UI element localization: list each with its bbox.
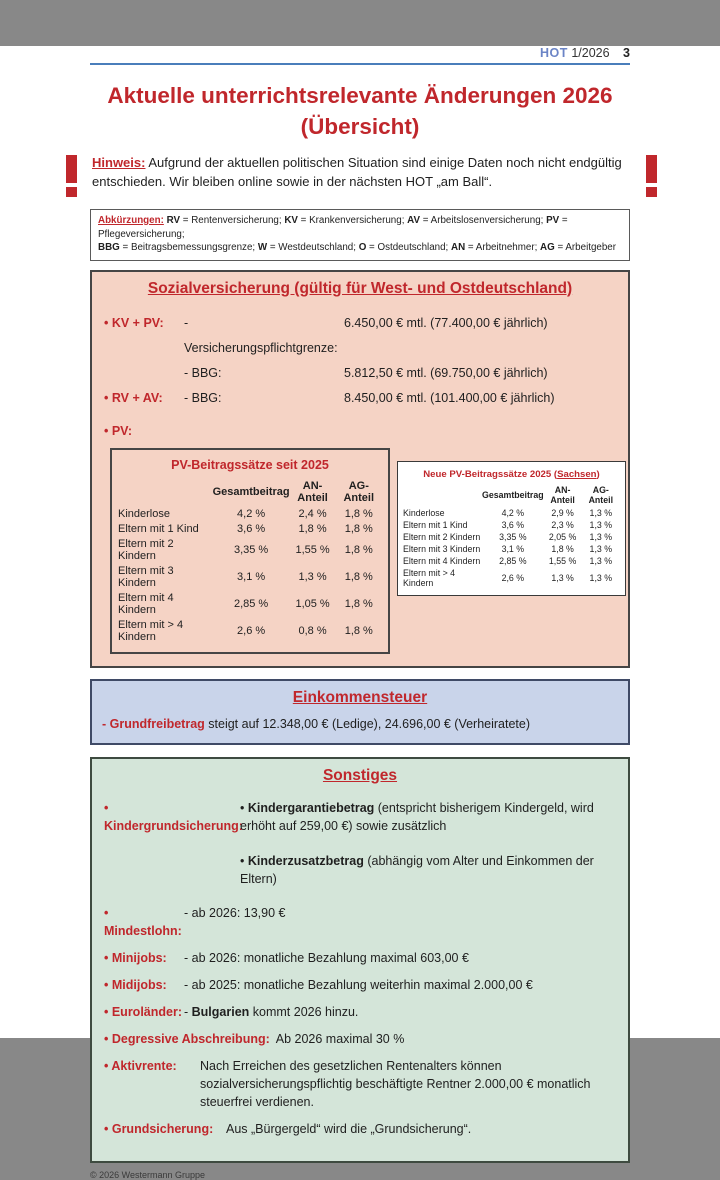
hinweis-text: Hinweis: Aufgrund der aktuellen politischen Situation sind einige Daten noch nicht endgültig entschieden. Wir bleiben online sowie in der nächsten HOT „am Ball“. — [92, 155, 622, 189]
sonstiges-item-kindergrundsicherung — [104, 799, 616, 888]
row-label: Kinderlose — [118, 508, 170, 520]
item-label: • Euroländer: — [104, 1004, 182, 1019]
table-row — [118, 618, 382, 645]
item-label: • Kindergrundsicherung: — [104, 800, 243, 833]
row-value: 1,8 % — [344, 571, 373, 583]
page-title-line2: (Übersicht) — [300, 114, 420, 139]
row-value: 1,8 % — [344, 625, 373, 637]
footer-copyright: © 2026 Westermann Gruppe — [90, 1169, 206, 1180]
row-label: Eltern mit 4 Kindern — [118, 592, 174, 616]
table-header-row — [403, 485, 620, 507]
table-row — [403, 555, 620, 567]
row-label: Eltern mit 3 Kindern — [403, 543, 481, 554]
pv-table-title: PV-Beitragssätze seit 2025 — [171, 457, 329, 472]
row-value: 1,8 % — [344, 598, 373, 610]
row-value: 3,6 % — [501, 519, 525, 530]
item-label: • Grundsicherung: — [104, 1121, 214, 1136]
row-value: 1,05 % — [295, 598, 330, 610]
sonstiges-item-midijobs — [104, 976, 616, 994]
row-value: 1,3 % — [551, 572, 574, 583]
sonstiges-item-minijobs — [104, 949, 616, 967]
row-label: Kinderlose — [403, 507, 445, 518]
row-value: 4,2 % — [237, 508, 266, 520]
table-row — [118, 522, 382, 537]
row-label: Eltern mit 3 Kindern — [118, 565, 174, 589]
row-value: 2,85 % — [499, 555, 527, 566]
row-value: 3,35 % — [233, 544, 269, 556]
page-title-line1: Aktuelle unterrichtsrelevante Änderungen 2026 — [107, 83, 613, 108]
table-row — [118, 564, 382, 591]
einkommensteuer-box — [90, 679, 630, 745]
item-content: - ab 2026: monatliche Bezahlung maximal 603,00 € — [184, 950, 469, 965]
table-row — [118, 537, 382, 564]
row-value: 1,3 % — [589, 507, 613, 518]
row-value: 2,9 % — [551, 507, 574, 518]
column-header — [403, 485, 482, 507]
kindergarantiebetrag-line: • Kindergarantiebetrag (entspricht bisherigem Kindergeld, wird erhöht auf 259,00 €) sowie zusätzlich — [240, 800, 594, 833]
abbreviations-line1: Abkürzungen: RV = Rentenversicherung; KV = Krankenversicherung; AV = Arbeitslosenversicherung; PV = Pflegeversicherung; — [98, 215, 568, 240]
row-sublabel: - Versicherungspflichtgrenze: — [184, 315, 338, 355]
row-value: 1,3 % — [589, 543, 613, 554]
sonstiges-item-grundsicherung — [104, 1120, 616, 1138]
table-row — [403, 531, 620, 543]
row-label: • PV: — [104, 423, 132, 438]
row-value: 2,4 % — [298, 508, 327, 520]
table-row — [403, 543, 620, 555]
sonstiges-item-mindestlohn — [104, 904, 616, 940]
row-value: 2,6 % — [237, 625, 266, 637]
pv-table-sachsen — [397, 461, 626, 596]
column-header: Gesamtbeitrag — [482, 489, 544, 500]
item-content: - ab 2026: 13,90 € — [184, 905, 286, 920]
page-number: 3 — [623, 46, 630, 60]
page-header — [90, 46, 630, 65]
item-label: • Aktivrente: — [104, 1058, 177, 1073]
row-label: Eltern mit 2 Kindern — [118, 538, 174, 562]
table-header-row — [118, 479, 382, 507]
magazine-brand: HOT — [539, 46, 568, 60]
row-value: 1,55 % — [295, 544, 330, 556]
row-value: 6.450,00 € mtl. (77.400,00 € jährlich) — [344, 315, 548, 330]
row-label: Eltern mit 4 Kindern — [403, 555, 481, 566]
row-value: 1,8 % — [344, 508, 373, 520]
table-row — [118, 591, 382, 618]
row-value: 2,6 % — [501, 572, 525, 583]
row-label: Eltern mit 1 Kind — [403, 519, 468, 530]
row-value: 4,2 % — [501, 507, 525, 518]
page-title — [0, 80, 720, 142]
sonstiges-box — [90, 757, 630, 1163]
sonstiges-item-eurolaender — [104, 1003, 616, 1021]
sozialversicherung-box — [90, 270, 630, 668]
column-header: AN-Anteil — [297, 479, 328, 504]
item-label: • Mindestlohn: — [104, 905, 182, 938]
row-label: Eltern mit > 4 Kindern — [403, 567, 456, 588]
item-content: Ab 2026 maximal 30 % — [275, 1031, 405, 1046]
row-value: 2,3 % — [551, 519, 574, 530]
row-value: 1,3 % — [589, 519, 613, 530]
row-value: 3,35 % — [499, 531, 527, 542]
item-label: • Minijobs: — [104, 950, 167, 965]
row-value: 0,8 % — [298, 625, 327, 637]
item-label: • Degressive Abschreibung: — [104, 1031, 270, 1046]
exclamation-icon-left — [66, 155, 78, 197]
row-label: Eltern mit 2 Kindern — [403, 531, 481, 542]
pv-table-seit-2025 — [110, 448, 390, 654]
row-value: 3,1 % — [237, 571, 266, 583]
row-label: • RV + AV: — [104, 390, 163, 405]
sozialversicherung-rows — [92, 311, 628, 444]
issue-number: 1/2026 — [571, 46, 610, 60]
row-value: 1,8 % — [551, 543, 574, 554]
hinweis-section — [66, 153, 658, 197]
magazine-page — [0, 46, 720, 1180]
item-content: - ab 2025: monatliche Bezahlung weiterhin maximal 2.000,00 € — [184, 977, 533, 992]
row-value: 3,1 % — [501, 543, 525, 554]
item-label: • Midijobs: — [104, 977, 167, 992]
row-value: 2,05 % — [548, 531, 577, 542]
row-value: 1,55 % — [548, 555, 577, 566]
row-sublabel: - BBG: — [184, 365, 222, 380]
contribution-row — [104, 311, 616, 361]
column-header: Gesamtbeitrag — [212, 485, 290, 498]
row-value: 1,3 % — [589, 531, 613, 542]
table-row — [403, 519, 620, 531]
row-label: Eltern mit > 4 Kindern — [118, 619, 184, 643]
item-content: Nach Erreichen des gesetzlichen Rentenalters können sozialversicherungspflichtig beschäftigte Rentner 2.000,00 € monatlich steuerfrei verdienen. — [200, 1058, 591, 1109]
sonstiges-item-aktivrente — [104, 1057, 616, 1111]
sonstiges-title: Sonstiges — [322, 766, 398, 784]
row-sublabel: - BBG: — [184, 390, 222, 405]
row-value: 5.812,50 € mtl. (69.750,00 € jährlich) — [344, 365, 548, 380]
contribution-row — [104, 386, 616, 411]
grundfreibetrag-line: - Grundfreibetrag steigt auf 12.348,00 € (Ledige), 24.696,00 € (Verheiratete) — [102, 716, 531, 731]
item-content: Aus „Bürgergeld“ wird die „Grundsicherung“. — [226, 1121, 472, 1136]
row-value: 1,8 % — [344, 523, 373, 535]
sonstiges-items — [104, 799, 616, 1138]
table-row — [403, 567, 620, 589]
row-value: 3,6 % — [237, 523, 266, 535]
row-value: 1,3 % — [298, 571, 327, 583]
row-value: 1,3 % — [589, 572, 613, 583]
row-label: Eltern mit 1 Kind — [118, 523, 199, 535]
exclamation-icon-right — [646, 155, 658, 197]
einkommensteuer-title: Einkommensteuer — [292, 688, 428, 706]
column-header — [118, 479, 213, 507]
row-value: 1,8 % — [344, 544, 373, 556]
sozialversicherung-title: Sozialversicherung (gültig für West- und Ostdeutschland) — [147, 279, 573, 297]
pv-tables-row — [92, 448, 628, 654]
kinderzusatzbetrag-line: • Kinderzusatzbetrag (abhängig vom Alter und Einkommen der Eltern) — [240, 853, 594, 886]
row-label: • KV + PV: — [104, 315, 164, 330]
column-header: AG-Anteil — [588, 484, 614, 505]
column-header: AN-Anteil — [550, 484, 575, 505]
row-value: 1,8 % — [298, 523, 327, 535]
row-value: 8.450,00 € mtl. (101.400,00 € jährlich) — [344, 390, 555, 405]
item-content: - Bulgarien kommt 2026 hinzu. — [184, 1004, 359, 1019]
item-content — [240, 799, 616, 888]
row-label — [104, 361, 184, 386]
table-row — [403, 507, 620, 519]
row-value: 2,85 % — [233, 598, 269, 610]
row-value: 1,3 % — [589, 555, 613, 566]
pv-table-title: Neue PV-Beitragssätze 2025 (Sachsen) — [423, 468, 600, 480]
abbreviations-box — [90, 209, 630, 261]
contribution-row — [104, 361, 616, 386]
contribution-row-pv — [104, 419, 616, 444]
table-row — [118, 507, 382, 522]
column-header: AG-Anteil — [343, 479, 375, 504]
abbreviations-line2: BBG = Beitragsbemessungsgrenze; W = Westdeutschland; O = Ostdeutschland; AN = Arbeitnehmer; AG = Arbeitgeber — [98, 242, 617, 253]
sonstiges-item-degressive-abschreibung — [104, 1030, 616, 1048]
